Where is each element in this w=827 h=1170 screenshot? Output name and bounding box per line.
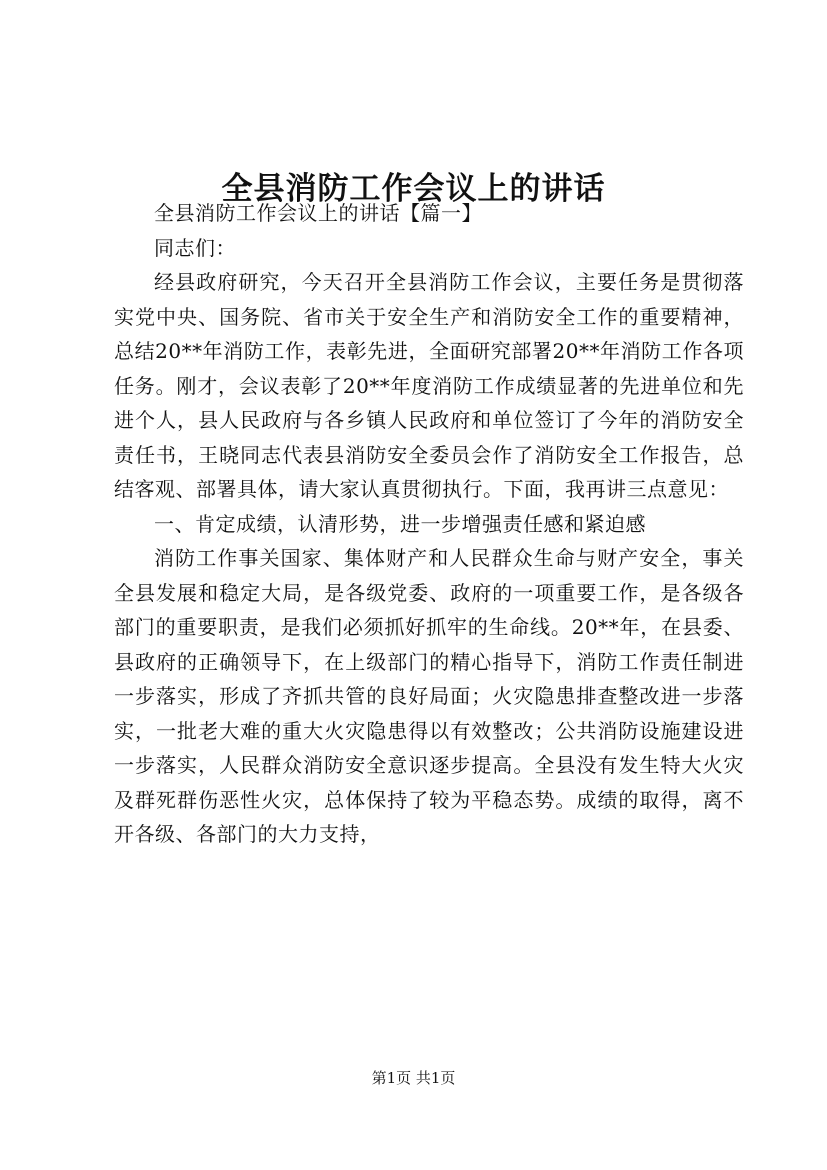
body-paragraph: 消防工作事关国家、集体财产和人民群众生命与财产安全，事关全县发展和稳定大局，是各级党委、政府的一项重要工作，是各级各部门的重要职责，是我们必须抓好抓牢的生命线。20**年，在县委、县政府的正确领导下，在上级部门的精心指导下，消防工作责任制进一步落实，形成了齐抓共管的良好局面；火灾隐患排查整改进一步落实，一批老大难的重大火灾隐患得以有效整改；公共消防设施建设进一步落实，人民群众消防安全意识逐步提高。全县没有发生特大火灾及群死群伤恶性火灾，总体保持了较为平稳态势。成绩的取得，离不开各级、各部门的大力支持， xyxy=(114,546,744,846)
salutation: 同志们： xyxy=(154,235,236,260)
document-title: 全县消防工作会议上的讲话 xyxy=(221,170,606,207)
body-paragraph: 经县政府研究，今天召开全县消防工作会议，主要任务是贯彻落实党中央、国务院、省市关于安全生产和消防安全工作的重要精神，总结20**年消防工作，表彰先进，全面研究部署20**年消防工作各项任务。刚才，会议表彰了20**年度消防工作成绩显著的先进单位和先进个人，县人民政府与各乡镇人民政府和单位签订了今年的消防安全责任书，王晓同志代表县消防安全委员会作了消防安全工作报告，总结客观、部署具体，请大家认真贯彻执行。下面，我再讲三点意见： xyxy=(114,270,744,501)
page-footer: 第1页 共1页 xyxy=(371,1069,456,1087)
document-body xyxy=(114,196,744,852)
section-heading: 全县消防工作会议上的讲话【篇一】 xyxy=(154,201,482,225)
subsection-heading: 一、肯定成绩，认清形势，进一步增强责任感和紧迫感 xyxy=(154,511,646,536)
